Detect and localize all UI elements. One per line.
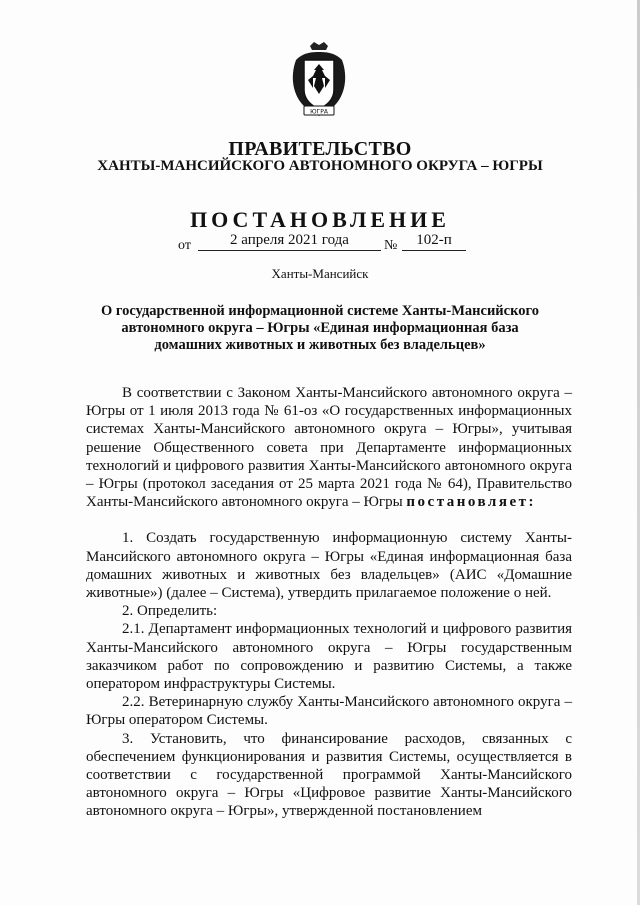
emblem-ribbon-text: ЮГРА <box>310 108 328 116</box>
from-label: от <box>178 238 191 253</box>
clause-3: 3. Установить, что финансирование расходов, связанных с обеспечением функционирования и развития Системы, осуществляется в соответствии с государственной программой Ханты-Мансийского автономного округа – Югры «Цифровое развитие Ханты-Мансийского автономного округа – Югры», утвержденной постановлением <box>86 730 572 820</box>
title-line: автономного округа – Югры «Единая информационная база <box>121 320 519 336</box>
coat-of-arms-icon <box>286 40 352 120</box>
government-title: ПРАВИТЕЛЬСТВО <box>228 138 412 160</box>
document-date: 2 апреля 2021 года <box>198 232 381 251</box>
city-name: Ханты-Мансийск <box>271 266 369 281</box>
clause-2: 2. Определить: <box>122 603 218 620</box>
clause-2-1: 2.1. Департамент информационных технологий и цифрового развития Ханты-Мансийского автономного округа – Югры государственным заказчиком работ по сопровождению и развитию Системы, а также оператором инфраструктуры Системы. <box>86 621 572 693</box>
number-label: № <box>384 238 398 253</box>
title-line: О государственной информационной системе Ханты-Мансийского <box>101 303 539 319</box>
document-type: ПОСТАНОВЛЕНИЕ <box>190 207 450 232</box>
preamble-paragraph <box>86 384 572 511</box>
document-title <box>90 303 550 354</box>
document-body <box>86 384 572 821</box>
government-region: ХАНТЫ-МАНСИЙСКОГО АВТОНОМНОГО ОКРУГА – ЮГРЫ <box>97 158 543 174</box>
title-line: домашних животных и животных без владельцев» <box>154 337 486 353</box>
resolves-word: постановляет: <box>406 494 536 511</box>
clause-2-2: 2.2. Ветеринарную службу Ханты-Мансийского автономного округа – Югры оператором Системы. <box>86 694 572 729</box>
preamble-text: В соответствии с Законом Ханты-Мансийского автономного округа – Югры от 1 июля 2013 года № 61-оз «О государственных информационных системах Ханты-Мансийского автономного округа – Югры», учитывая решение Общественного совета при Департаменте информационных технологий и цифрового развития Ханты-Мансийского автономного округа – Югры (протокол заседания от 25 марта 2021 года № 64), Правительство Ханты-Мансийского автономного округа – Югры <box>86 385 572 511</box>
document-number: 102-п <box>402 232 466 251</box>
clause-1: 1. Создать государственную информационную систему Ханты-Мансийского автономного округа – Югры «Единая информационная база домашних животных и животных без владельцев» (АИС «Домашние животные») (далее – Система), утвердить прилагаемое положение о ней. <box>86 530 572 602</box>
